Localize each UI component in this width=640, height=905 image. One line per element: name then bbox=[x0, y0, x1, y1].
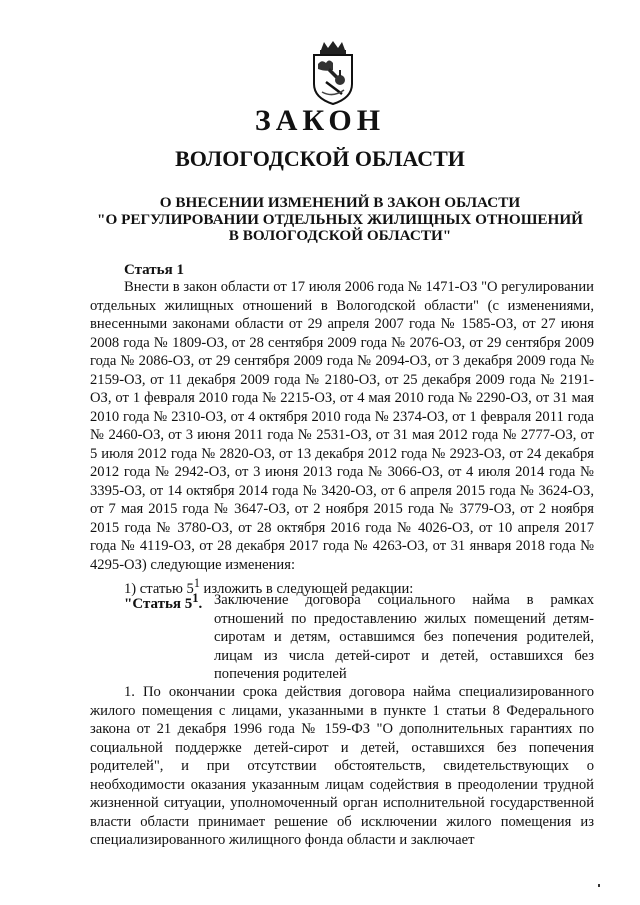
law-title: ЗАКОН bbox=[254, 104, 386, 137]
coat-of-arms-svg bbox=[308, 40, 358, 106]
law-subtitle bbox=[60, 195, 620, 245]
item-1-text-pre: 1) статью 5 bbox=[124, 580, 194, 597]
article-5-1-label-post: . bbox=[198, 596, 203, 612]
article-5-1-title: Заключение договора социального найма в рамках отношений по предоставлению жилых помещений детям-сиротам и детям, оставшимся без попечения родителей, лицам из числа детей-сирот и детей, оставшихся без попечения родителей bbox=[214, 592, 594, 682]
article-5-1-point-1: 1. По окончании срока действия договора найма специализированного жилого помещения с лицами, указанными в пункте 1 статьи 8 Федерального закона от 21 декабря 1996 года № 159-ФЗ "О дополнительных гарантиях по социальной поддержке детей-сирот и детей, оставшихся без попечения родителей", и при отсутствии обстоятельств, свидетельствующих о необходимости оказания указанным лицам содействия в преодолении трудной жизненной ситуации, уполномоченный орган исполнительной государственной власти области принимает решение об исключении жилого помещения из специализированного жилищного фонда области и заключает bbox=[90, 684, 594, 848]
subtitle-line-1: О ВНЕСЕНИИ ИЗМЕНЕНИЙ В ЗАКОН ОБЛАСТИ bbox=[159, 194, 521, 211]
subtitle-line-3: В ВОЛОГОДСКОЙ ОБЛАСТИ" bbox=[228, 227, 452, 244]
article-1-intro: Внести в закон области от 17 июля 2006 года № 1471-ОЗ "О регулировании отдельных жилищных отношений в Вологодской области" (с изменениями, внесенными законами области от 29 апреля 2007 года № 1585-ОЗ, от 27 июня 2008 года № 1809-ОЗ, от 28 сентября 2009 года № 2076-ОЗ, от 29 сентября 2009 года № 2086-ОЗ, от 29 сентября 2009 года № 2094-ОЗ, от 3 декабря 2009 года № 2159-ОЗ, от 11 декабря 2009 года № 2180-ОЗ, от 25 декабря 2009 года № 2191-ОЗ, от 1 февраля 2010 года № 2215-ОЗ, от 4 мая 2010 года № 2290-ОЗ, от 31 мая 2010 года № 2310-ОЗ, от 4 октября 2010 года № 2374-ОЗ, от 1 февраля 2011 года № 2460-ОЗ, от 3 июня 2011 года № 2531-ОЗ, от 31 мая 2012 года № 2777-ОЗ, от 5 июля 2012 года № 2820-ОЗ, от 13 декабря 2012 года № 2923-ОЗ, от 24 декабря 2012 года № 2942-ОЗ, от 3 июня 2013 года № 3066-ОЗ, от 4 июля 2014 года № 3395-ОЗ, от 14 октября 2014 года № 3420-ОЗ, от 6 апреля 2015 года № 3624-ОЗ, от 7 мая 2015 года № 3647-ОЗ, от 2 ноября 2015 года № 3779-ОЗ, от 2 ноября 2015 года № 3780-ОЗ, от 28 октября 2016 года № 4026-ОЗ, от 10 апреля 2017 года № 4119-ОЗ, от 28 декабря 2017 года № 4263-ОЗ, от 31 января 2018 года № 4295-ОЗ) следующие изменения: bbox=[90, 279, 594, 573]
coat-of-arms-icon bbox=[308, 40, 358, 106]
item-1-text-post: изложить в следующей редакции: bbox=[199, 580, 414, 597]
item-1-superscript: 1 bbox=[193, 576, 200, 590]
region-title: ВОЛОГОДСКОЙ ОБЛАСТИ bbox=[175, 146, 465, 171]
article-5-1-label-sup: 1 bbox=[192, 591, 199, 605]
article-5-1-label-pre: "Статья 5 bbox=[124, 596, 193, 612]
page-mark bbox=[598, 884, 600, 887]
article-5-1-label bbox=[124, 591, 202, 613]
article-1-heading: Статья 1 bbox=[124, 262, 184, 278]
subtitle-line-2: "О РЕГУЛИРОВАНИИ ОТДЕЛЬНЫХ ЖИЛИЩНЫХ ОТНОШЕНИЙ bbox=[97, 210, 583, 228]
